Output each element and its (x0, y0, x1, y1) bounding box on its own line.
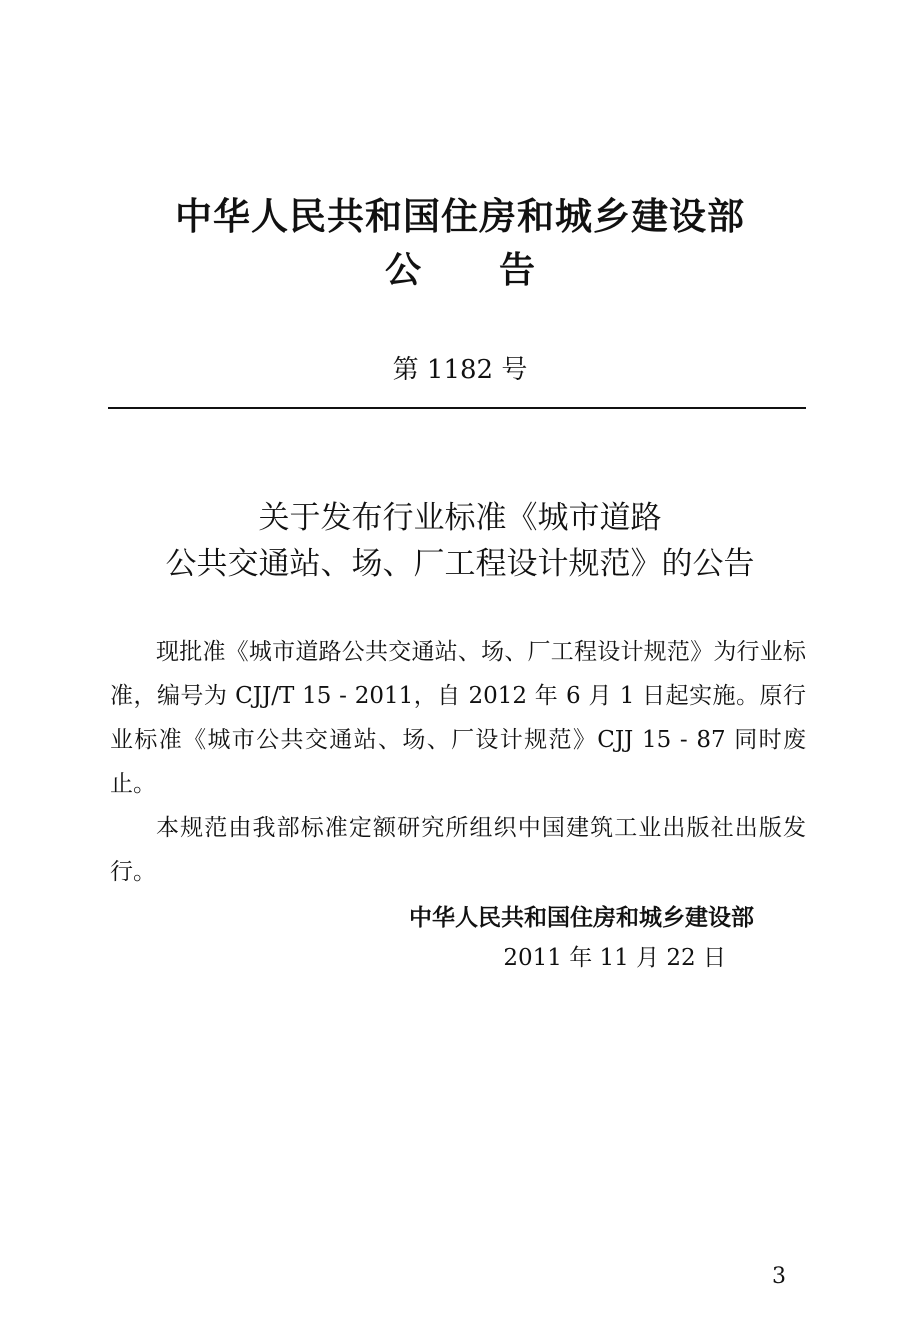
subject-line-1: 关于发布行业标准《城市道路 (258, 500, 662, 536)
signer-name: 中华人民共和国住房和城乡建设部 (409, 905, 754, 931)
notice-number: 第 1182 号 (392, 355, 528, 385)
subject-line-2: 公共交通站、场、厂工程设计规范》的公告 (165, 546, 755, 582)
header-divider (108, 407, 806, 409)
body-paragraph-approval: 现批准《城市道路公共交通站、场、厂工程设计规范》为行业标准，编号为 CJJ/T 15 - 2011，自 2012 年 6 月 1 日起实施。原行业标准《城市公共交通站、场、厂设计规范》CJJ 15 - 87 同时废止。 (110, 639, 806, 797)
ministry-title: 中华人民共和国住房和城乡建设部 (175, 195, 745, 238)
notice-heading: 公告 (384, 250, 613, 291)
page-number: 3 (772, 1264, 786, 1289)
body-paragraph-publication: 本规范由我部标准定额研究所组织中国建筑工业出版社出版发行。 (110, 815, 806, 885)
notice-body (110, 630, 806, 894)
issue-date: 2011 年 11 月 22 日 (503, 945, 726, 971)
